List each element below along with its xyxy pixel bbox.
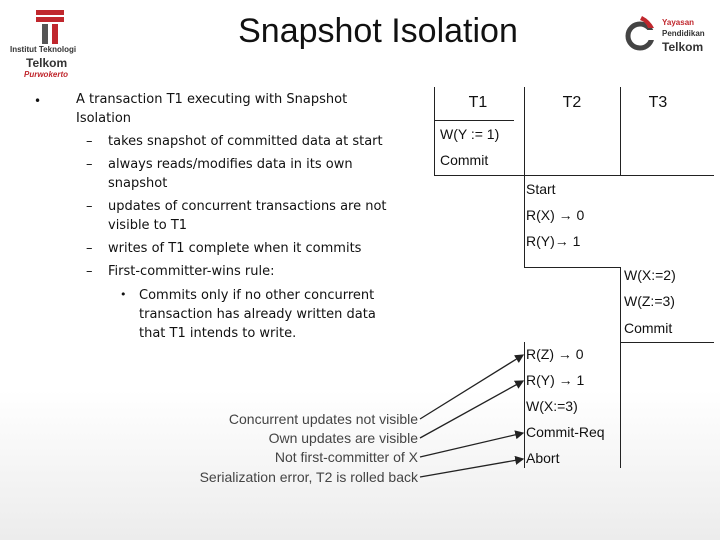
sub-bullet-3-line2: visible to T1: [108, 218, 188, 233]
main-bullet-line1: A transaction T1 executing with Snapshot: [76, 92, 348, 107]
sub-bullet-4: writes of T1 complete when it commits: [108, 241, 362, 256]
sub-sub-bullet-dot-icon: •: [120, 288, 127, 301]
arrow-not-first-committer: [420, 433, 523, 457]
dash-icon: –: [86, 134, 93, 149]
sub-bullet-5: First-committer-wins rule:: [108, 264, 275, 279]
sub-sub-bullet-line2: transaction has already written data: [139, 307, 376, 322]
t1-op: W(Y := 1): [440, 126, 500, 142]
dash-icon: –: [86, 264, 93, 279]
column-header-t1: T1: [468, 94, 488, 111]
t2-op: Abort: [526, 450, 560, 466]
sub-bullet-1: takes snapshot of committed data at start: [108, 134, 383, 149]
column-header-t2: T2: [562, 94, 582, 111]
main-bullet-line2: Isolation: [76, 111, 132, 126]
logo-left-line3: Purwokerto: [24, 70, 69, 79]
t2-op: Start: [526, 181, 556, 197]
t3-op: W(X:=2): [624, 267, 676, 283]
logo-right-line3: Telkom: [662, 40, 704, 54]
t1-op: Commit: [440, 152, 489, 168]
arrow-serialization-error: [420, 459, 523, 477]
note-line: Not first-committer of X: [274, 449, 418, 465]
bullet-dot-icon: •: [34, 94, 42, 108]
dash-icon: –: [86, 199, 93, 214]
logo-right-line2: Pendidikan: [662, 29, 705, 38]
dash-icon: –: [86, 157, 93, 172]
t2-op: R(X) → 0: [526, 207, 585, 223]
sub-bullet-3-line1: updates of concurrent transactions are not: [108, 199, 387, 214]
page-title: Snapshot Isolation: [238, 12, 518, 50]
logo-left-line1: Institut Teknologi: [10, 45, 77, 54]
note-line: Serialization error, T2 is rolled back: [199, 469, 418, 485]
t3-op: W(Z:=3): [624, 293, 675, 309]
note-line: Concurrent updates not visible: [228, 411, 418, 427]
logo-right-line1: Yayasan: [662, 18, 695, 27]
sub-sub-bullet-line1: Commits only if no other concurrent: [139, 288, 375, 303]
column-header-t3: T3: [648, 94, 668, 111]
t2-op: Commit-Req: [526, 424, 605, 440]
sub-bullet-2-line1: always reads/modifies data in its own: [108, 157, 353, 172]
sub-bullet-2-line2: snapshot: [108, 176, 168, 191]
note-line: Own updates are visible: [268, 430, 418, 446]
t3-op: Commit: [624, 320, 673, 336]
logo-left-line2: Telkom: [26, 56, 68, 70]
t2-op: R(Y) → 1: [526, 372, 585, 388]
sub-sub-bullet-line3: that T1 intends to write.: [139, 326, 297, 341]
t2-op: R(Z) → 0: [526, 346, 584, 362]
t2-op: R(Y)→ 1: [526, 233, 581, 249]
t2-op: W(X:=3): [526, 398, 578, 414]
dash-icon: –: [86, 241, 93, 256]
